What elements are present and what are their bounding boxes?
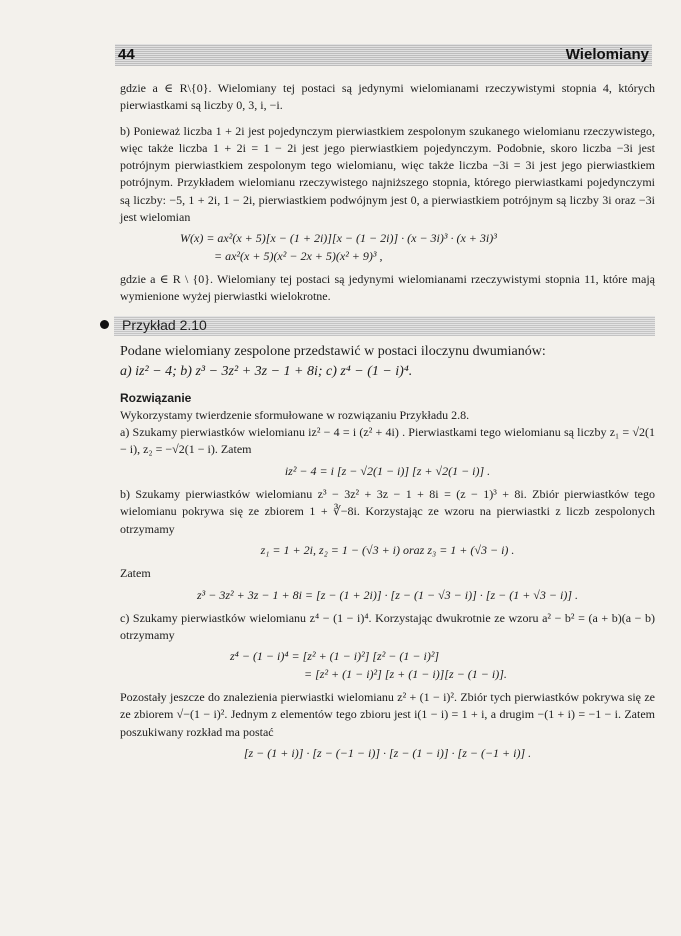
solution-intro: Wykorzystamy twierdzenie sformułowane w rozwiązaniu Przykładu 2.8. [120,407,470,422]
solution-b-roots: z₁ = 1 + 2i, z₂ = 1 − (√3 + i) oraz z₃ = 1 + (√3 − i) . [260,542,515,557]
solution-c-eq-line-2: = [z² + (1 − i)²] [z + (1 − i)][z − (1 − i)]. [304,666,507,681]
example-parts: a) iz² − 4; b) z³ − 3z² + 3z − 1 + 8i; c) z⁴ − (1 − i)⁴. [120,363,413,379]
solution-c-text: c) Szukamy pierwiastków wielomianu z⁴ − (1 − i)⁴. Korzystając dwukrotnie ze wzoru a² − b² = (a + b)(a − b) otrzymamy [120,610,655,643]
equation-W-line-2: = ax²(x + 5)(x² − 2x + 5)(x² + 9)³ , [214,248,383,263]
solution-c-final: [z − (1 + i)] · [z − (−1 − i)] · [z − (1 − i)] · [z − (−1 + i)] . [243,745,532,760]
solution-c-eq-line-1: z⁴ − (1 − i)⁴ = [z² + (1 − i)²] [z² − (1 − i)²] [230,649,440,664]
solution-a-equation: iz² − 4 = i [z − √2(1 − i)] [z + √2(1 − i)] . [284,463,491,478]
page-number: 44 [118,46,135,63]
main-content [120,80,655,768]
paragraph-b-conclusion: gdzie a ∈ R \ {0}. Wielomiany tej postaci są jedynymi wielomianami rzeczywistymi stopnia 11, które mają wymienione wyżej pierwiastki wielokrotne. [120,271,655,304]
paragraph-a-conclusion: gdzie a ∈ R\{0}. Wielomiany tej postaci są jedynymi wielomianami rzeczywistymi stopnia 4, których pierwiastkami są liczby 0, 3, i, −i. [120,81,655,113]
solution-c-equations [230,648,655,683]
solution-b-factorization: z³ − 3z² + 3z − 1 + 8i = [z − (1 + 2i)] · [z − (1 − √3 − i)] · [z − (1 + √3 − i)] . [197,587,578,602]
solution-b-text: b) Szukamy pierwiastków wielomianu z³ − 3z² + 3z − 1 + 8i = (z − 1)³ + 8i. Zbiór pierwiastków tego wielomianu pokrywa się ze zbiorem 1 + ∛−8i. Korzystając ze wzoru na pierwiastki z liczb zespolonych otrzymamy [120,487,655,536]
bullet-icon [100,320,109,329]
solution-b-then: Zatem [120,566,151,581]
solution-c-text-2: Pozostały jeszcze do znalezienia pierwiastki wielomianu z² + (1 − i)². Zbiór tych pierwiastków pokrywa się ze ze zbiorem √−(1 − i)². Jednym z elementów tego zbioru jest i(1 − i) = 1 + i, a drugim −(1 + i) = −1 − i. Zatem poszukiwany rozkład ma postać [120,690,655,739]
equation-W-line-1: W(x) = ax²(x + 5)[x − (1 + 2i)][x − (1 − 2i)] · (x − 3i)³ · (x + 3i)³ [180,231,497,246]
solution-heading: Rozwiązanie [120,390,192,405]
paragraph-b-explanation: b) Ponieważ liczba 1 + 2i jest pojedynczym pierwiastkiem zespolonym szukanego wielomianu rzeczywistego, więc także liczba 1 + 2i = 1 − 2i jest jego pierwiastkiem pojedynczym. Podobnie, skoro liczba −3i jest potrójnym pierwiastkiem zespolonym tego wielomianu, więc także liczba −3i = 3i jest jego pierwiastkiem potrójnym. Przykładem wielomianu rzeczywistego najniższego stopnia, którego pierwiastkami pojedynczymi są liczby: −5, 1 + 2i, 1 − 2i, pierwiastkiem podwójnym jest 0, a pierwiastkiem potrójnym są liczby 3i oraz −3i jest wielomian [120,123,655,225]
running-head: Wielomiany [565,46,649,63]
solution-a-text: a) Szukamy pierwiastków wielomianu iz² − 4 = i (z² + 4i) . Pierwiastkami tego wielomianu są liczby z₁ = √2(1 − i), z₂ = −√2(1 − i). Zatem [120,425,655,457]
equation-W [180,230,655,265]
example-label: Przykład 2.10 [122,316,207,333]
example-task: Podane wielomiany zespolone przedstawić w postaci iloczynu dwumianów: [120,343,546,359]
example-header-bar [114,316,655,336]
